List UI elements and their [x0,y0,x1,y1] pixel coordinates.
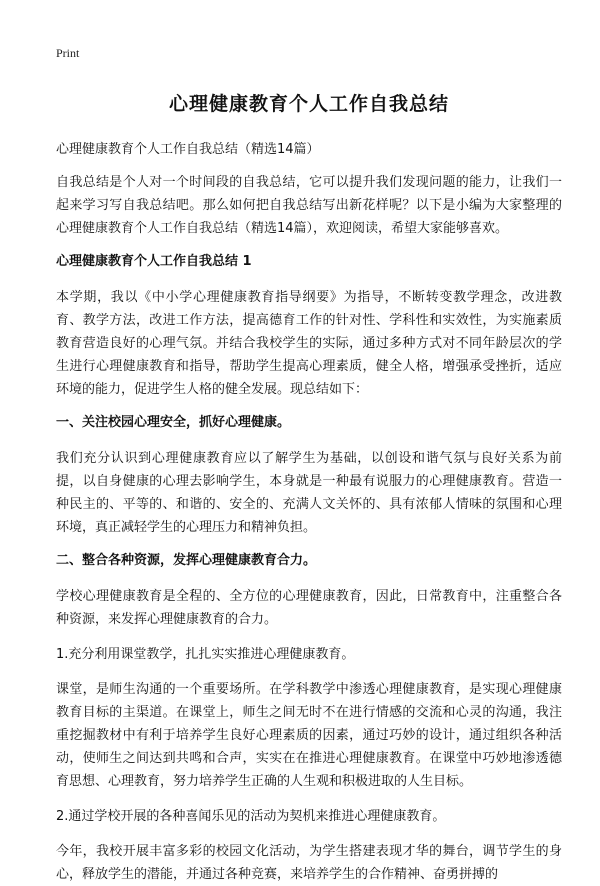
list-item-1-paragraph: 课堂，是师生沟通的一个重要场所。在学科教学中渗透心理健康教育，是实现心理健康教育目标的主渠道。在课堂上，师生之间无时不在进行情感的交流和心灵的沟通，我注重挖掘教材中有利于培养学生良好心理素质的因素，通过巧妙的设计，通过组织各种活动，使师生之间达到共鸣和合声，实实在在推进心理健康教育。在课堂中巧妙地渗透德育思想、心理教育，努力培养学生正确的人生观和积极进取的人生目标。 [56,682,562,789]
section-paragraph: 本学期，我以《中小学心理健康教育指导纲要》为指导，不断转变教学理念，改进教育、教学方法，改进工作方法，提高德育工作的针对性、学科性和实效性，为实施素质教育营造良好的心理气氛。并结合我校学生的实际，通过多种方式对不同年龄层次的学生进行心理健康教育和指导，帮助学生提高心理素质，健全人格，增强承受挫折，适应环境的能力，促进学生人格的健全发展。现总结如下： [56,290,562,397]
section-heading: 心理健康教育个人工作自我总结 1 [56,254,252,269]
subsection-heading-1: 一、关注校园心理安全，抓好心理健康。 [56,415,291,430]
intro-paragraph: 自我总结是个人对一个时间段的自我总结，它可以提升我们发现问题的能力，让我们一起来学习写自我总结吧。那么如何把自我总结写出新花样呢？以下是小编为大家整理的心理健康教育个人工作自我总结（精选14篇），欢迎阅读，希望大家能够喜欢。 [56,175,562,236]
subsection-heading-2: 二、整合各种资源，发挥心理健康教育合力。 [56,553,317,568]
document-subtitle: 心理健康教育个人工作自我总结（精选14篇） [56,142,320,157]
print-link[interactable]: Print [56,46,80,60]
list-item-2: 2.通过学校开展的各种喜闻乐见的活动为契机来推进心理健康教育。 [56,809,446,824]
subsection-paragraph-2: 学校心理健康教育是全程的、全方位的心理健康教育，因此，日常教育中，注重整合各种资源，来发挥心理健康教育的合力。 [56,589,562,627]
list-item-1: 1.充分利用课堂教学，扎扎实实推进心理健康教育。 [56,647,355,662]
subsection-paragraph-1: 我们充分认识到心理健康教育应以了解学生为基础，以创设和谐气氛与良好关系为前提，以自身健康的心理去影响学生，本身就是一种最有说服力的心理健康教育。营造一种民主的、平等的、和谐的、安全的、充满人文关怀的、具有浓郁人情味的氛围和心理环境，真正减轻学生的心理压力和精神负担。 [56,451,562,535]
list-item-2-paragraph: 今年，我校开展丰富多彩的校园文化活动，为学生搭建表现才华的舞台，调节学生的身心，释放学生的潜能，并通过各种竞赛，来培养学生的合作精神、奋勇拼搏的 [56,844,562,882]
page-title: 心理健康教育个人工作自我总结 [168,93,449,115]
